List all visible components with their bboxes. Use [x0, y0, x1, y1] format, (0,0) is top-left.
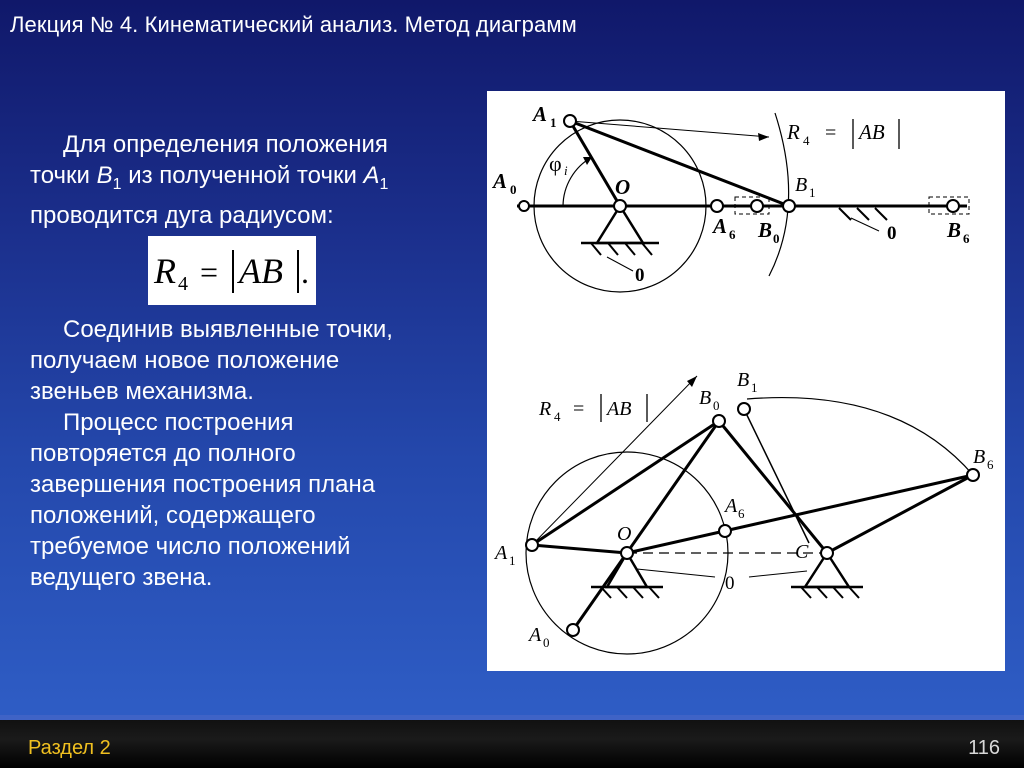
paragraph-3-line: положений, содержащего [30, 502, 316, 529]
joint-a1-top [564, 115, 576, 127]
hatch [591, 243, 601, 255]
label-r4-bottom-ab: AB [607, 398, 632, 420]
paragraph-2-line: Соединив выявленные точки, [63, 316, 393, 343]
label-ground-bottom: 0 [725, 573, 735, 594]
label-c: C [795, 541, 809, 563]
formula-svg [148, 236, 316, 305]
variable-a: A [363, 162, 380, 189]
joint-b0-bottom [713, 415, 725, 427]
joint-a6-bottom [719, 525, 731, 537]
phi-arrow [583, 157, 592, 165]
label-r4-top-sub: 4 [803, 133, 810, 148]
link-b6-c [827, 475, 973, 553]
joint-a6-top [711, 200, 723, 212]
hatch [608, 243, 618, 255]
joint-a0-top [519, 201, 529, 211]
paragraph-3-line: требуемое число положений [30, 533, 351, 560]
label-phi-sub: i [564, 163, 568, 178]
hatch [839, 208, 851, 220]
top-diagram [517, 113, 969, 292]
formula-r: R [154, 251, 176, 291]
label-b0-bottom-sub: 0 [713, 398, 720, 413]
label-a0-bottom: A [529, 624, 542, 646]
label-a1-bottom: A [495, 542, 508, 564]
label-a6-bottom-sub: 6 [738, 506, 745, 521]
subscript: 1 [112, 175, 122, 193]
connecting-rod-top [570, 121, 789, 206]
subscript: 1 [379, 175, 389, 193]
crank-a1-o [532, 545, 627, 553]
text-segment: точки [30, 162, 97, 189]
hatch [857, 208, 869, 220]
label-r4-top-ab: AB [859, 120, 885, 144]
link-b0-c [719, 421, 827, 553]
label-ground-o: 0 [635, 265, 645, 286]
label-b0-top-sub: 0 [773, 231, 780, 246]
label-a1: A [533, 102, 548, 126]
label-o-top: O [615, 175, 631, 199]
top-diagram-labels [491, 102, 970, 286]
joint-a1-bottom [526, 539, 538, 551]
joint-a0-bottom [567, 624, 579, 636]
slide-title: Лекция № 4. Кинематический анализ. Метод диаграмм [10, 12, 577, 37]
formula-box [148, 236, 316, 305]
label-b6-bottom: B [973, 446, 986, 468]
label-a0: A [493, 169, 508, 193]
label-b0-top: B [758, 218, 773, 242]
paragraph-3-line: завершения построения плана [30, 471, 376, 498]
label-b6-top: B [947, 218, 962, 242]
bottom-diagram [526, 376, 979, 654]
joint-o-top [614, 200, 626, 212]
hatch [649, 587, 659, 598]
joint-b0-top [751, 200, 763, 212]
label-a1-bottom-sub: 1 [509, 553, 516, 568]
paragraph-1-line-1: Для определения положения [63, 131, 388, 158]
formula-ab: AB [239, 251, 283, 291]
radius-leader-top [570, 121, 769, 137]
joint-b6-bottom [967, 469, 979, 481]
label-ground-slider: 0 [887, 223, 897, 244]
label-b6-top-sub: 6 [963, 231, 970, 246]
label-a6-sub: 6 [729, 227, 736, 242]
hatch [817, 587, 827, 598]
label-r4-bottom-eq: = [573, 398, 585, 420]
paragraph-2-line: получаем новое положение [30, 347, 340, 374]
text-segment: из полученной точки [121, 162, 364, 189]
footer-bar [0, 720, 1024, 768]
paragraph-3-line: повторяется до полного [30, 440, 296, 467]
paragraph-2-line: звеньев механизма. [30, 378, 254, 405]
label-a0-bottom-sub: 0 [543, 635, 550, 650]
arc-r4-top [769, 113, 789, 276]
arc-r4-bottom [747, 398, 973, 475]
hatch [617, 587, 627, 598]
mechanism-diagrams [487, 91, 1005, 671]
formula-dot: . [301, 254, 309, 290]
label-a0-sub: 0 [510, 182, 517, 197]
label-phi: φ [549, 151, 562, 176]
hatch [633, 587, 643, 598]
label-a1-sub: 1 [550, 115, 557, 130]
label-o-bottom: O [617, 523, 632, 545]
ground-leader [749, 571, 807, 577]
page-number: 116 [968, 737, 1000, 759]
joint-c [821, 547, 833, 559]
leader-arrow-top [758, 133, 769, 141]
formula-equals: = [200, 254, 219, 290]
joint-b1-bottom [738, 403, 750, 415]
joint-b1-top [783, 200, 795, 212]
joint-o-bottom [621, 547, 633, 559]
label-b1-bottom-sub: 1 [751, 380, 758, 395]
hatch [849, 587, 859, 598]
hatch [801, 587, 811, 598]
label-b0-bottom: B [699, 387, 712, 409]
mechanism-figure-panel [487, 91, 1005, 671]
section-label: Раздел 2 [28, 737, 111, 759]
label-a6-bottom: A [725, 495, 738, 517]
link-a0-b0 [573, 421, 719, 630]
paragraph-1 [30, 129, 470, 231]
paragraph-1-line-2 [30, 160, 470, 200]
label-r4-bottom: R [539, 398, 552, 420]
label-b1-top: B [795, 174, 808, 196]
variable-b: B [96, 162, 113, 189]
hatch [875, 208, 887, 220]
label-b6-bottom-sub: 6 [987, 457, 994, 472]
hatch [833, 587, 843, 598]
paragraph-3-line: Процесс построения [63, 409, 294, 436]
paragraph-2 [30, 314, 470, 593]
label-b1-bottom: B [737, 369, 750, 391]
crank-link-top [570, 121, 620, 206]
paragraph-1-line-3: проводится дуга радиусом: [30, 201, 334, 229]
ground-leader [607, 257, 633, 271]
label-b1-top-sub: 1 [809, 185, 816, 200]
ground-leader [637, 569, 715, 577]
label-r4-bottom-sub: 4 [554, 409, 561, 424]
paragraph-3-line: ведущего звена. [30, 564, 213, 591]
hatch [625, 243, 635, 255]
ground-leader [851, 218, 879, 231]
hatch [601, 587, 611, 598]
label-a6: A [713, 214, 728, 238]
label-r4-top: R [787, 120, 800, 144]
hatch [642, 243, 652, 255]
joint-b6-top [947, 200, 959, 212]
formula-subscript: 4 [178, 273, 188, 295]
label-r4-top-eq: = [825, 122, 837, 144]
